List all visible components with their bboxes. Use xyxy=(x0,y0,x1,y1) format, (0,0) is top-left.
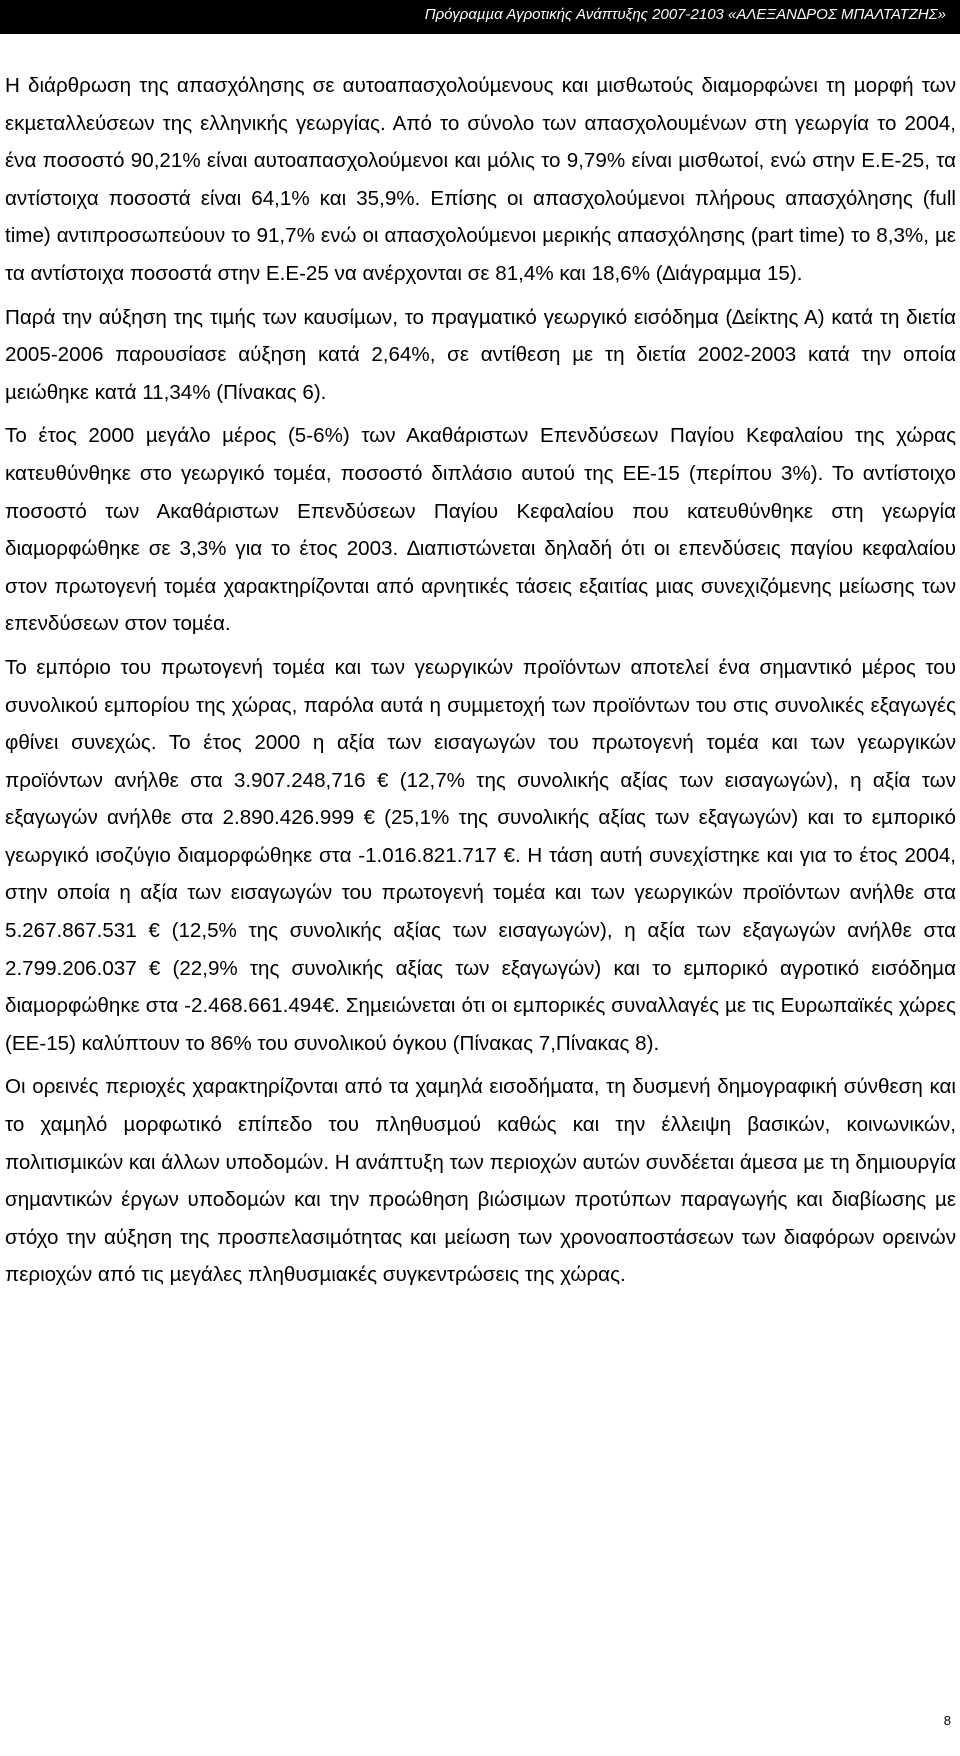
paragraph-mountain-areas: Οι ορεινές περιοχές χαρακτηρίζονται από τα χαµηλά εισοδήµατα, τη δυσµενή δηµογραφική σύνθεση και το χαµηλό µορφωτικό επίπεδο του πληθυσµού καθώς και την έλλειψη βασικών, κοινωνικών, πολιτισµικών και άλλων υποδοµών. Η ανάπτυξη των περιοχών αυτών συνδέεται άµεσα µε τη δηµιουργία σηµαντικών έργων υποδοµών και την προώθηση βιώσιµων προτύπων παραγωγής και διαβίωσης µε στόχο την αύξηση της προσπελασιµότητας και µείωση των χρονοαποστάσεων των διαφόρων ορεινών περιοχών από τις µεγάλες πληθυσµιακές συγκεντρώσεις της χώρας. xyxy=(5,1075,956,1287)
header-title: Πρόγραµµα Αγροτικής Ανάπτυξης 2007-2103 «ΑΛΕΞΑΝ∆ΡΟΣ ΜΠΑΛΤΑΤΖΗΣ» xyxy=(424,6,946,23)
paragraph-agricultural-trade: Το εµπόριο του πρωτογενή τοµέα και των γεωργικών προϊόντων αποτελεί ένα σηµαντικό µέρος του συνολικού εµπορίου της χώρας, παρόλα αυτά η συµµετοχή των προϊόντων του στις συνολικές εξαγωγές φθίνει συνεχώς. Το έτος 2000 η αξία των εισαγωγών του πρωτογενή τοµέα και των γεωργικών προϊόντων ανήλθε στα 3.907.248,716 € (12,7% της συνολικής αξίας των εισαγωγών), η αξία των εξαγωγών ανήλθε στα 2.890.426.999 € (25,1% της συνολικής αξίας των εξαγωγών) και το εµπορικό γεωργικό ισοζύγιο διαµορφώθηκε στα -1.016.821.717 €. Η τάση αυτή συνεχίστηκε και για το έτος 2004, στην οποία η αξία των εισαγωγών του πρωτογενή τοµέα και των γεωργικών προϊόντων ανήλθε στα 5.267.867.531 € (12,5% της συνολικής αξίας των εισαγωγών), η αξία των εξαγωγών ανήλθε στα 2.799.206.037 € (22,9% της συνολικής αξίας των εξαγωγών) και το εµπορικό αγροτικό εισόδηµα διαµορφώθηκε στα -2.468.661.494€. Σηµειώνεται ότι οι εµπορικές συναλλαγές µε τις Ευρωπαϊκές χώρες (ΕΕ-15) καλύπτουν το 86% του συνολικού όγκου (Πίνακας 7,Πίνακας 8). xyxy=(5,655,956,1055)
page-number: 8 xyxy=(943,1713,951,1728)
paragraph-employment-structure: Η διάρθρωση της απασχόλησης σε αυτοαπασχολούµενους και µισθωτούς διαµορφώνει τη µορφή των εκµεταλλεύσεων της ελληνικής γεωργίας. Από το σύνολο των απασχολουµένων στη γεωργία το 2004, ένα ποσοστό 90,21% είναι αυτοαπασχολούµενοι και µόλις το 9,79% είναι µισθωτοί, ενώ στην Ε.Ε-25, τα αντίστοιχα ποσοστά είναι 64,1% και 35,9%. Επίσης οι απασχολούµενοι πλήρους απασχόλησης (full time) αντιπροσωπεύουν το 91,7% ενώ οι απασχολούµενοι µερικής απασχόλησης (part time) το 8,3%, µε τα αντίστοιχα ποσοστά στην Ε.Ε-25 να ανέρχονται σε 81,4% και 18,6% (∆ιάγραµµα 15). xyxy=(5,74,956,285)
paragraph-agricultural-income: Παρά την αύξηση της τιµής των καυσίµων, το πραγµατικό γεωργικό εισόδηµα (∆είκτης Α) κατά τη διετία 2005-2006 παρουσίασε αύξηση κατά 2,64%, σε αντίθεση µε τη διετία 2002-2003 κατά την οποία µειώθηκε κατά 11,34% (Πίνακας 6). xyxy=(5,305,956,404)
document-body xyxy=(5,67,956,1300)
paragraph-capital-investment: Το έτος 2000 µεγάλο µέρος (5-6%) των Ακαθάριστων Επενδύσεων Παγίου Κεφαλαίου της χώρας κατευθύνθηκε στο γεωργικό τοµέα, ποσοστό διπλάσιο αυτού της ΕΕ-15 (περίπου 3%). Το αντίστοιχο ποσοστό των Ακαθάριστων Επενδύσεων Παγίου Κεφαλαίου που κατευθύνθηκε στη γεωργία διαµορφώθηκε σε 3,3% για το έτος 2003. ∆ιαπιστώνεται δηλαδή ότι οι επενδύσεις παγίου κεφαλαίου στον πρωτογενή τοµέα χαρακτηρίζονται από αρνητικές τάσεις εξαιτίας µιας συνεχιζόµενης µείωσης των επενδύσεων στον τοµέα. xyxy=(5,424,956,636)
page-header xyxy=(0,0,960,34)
